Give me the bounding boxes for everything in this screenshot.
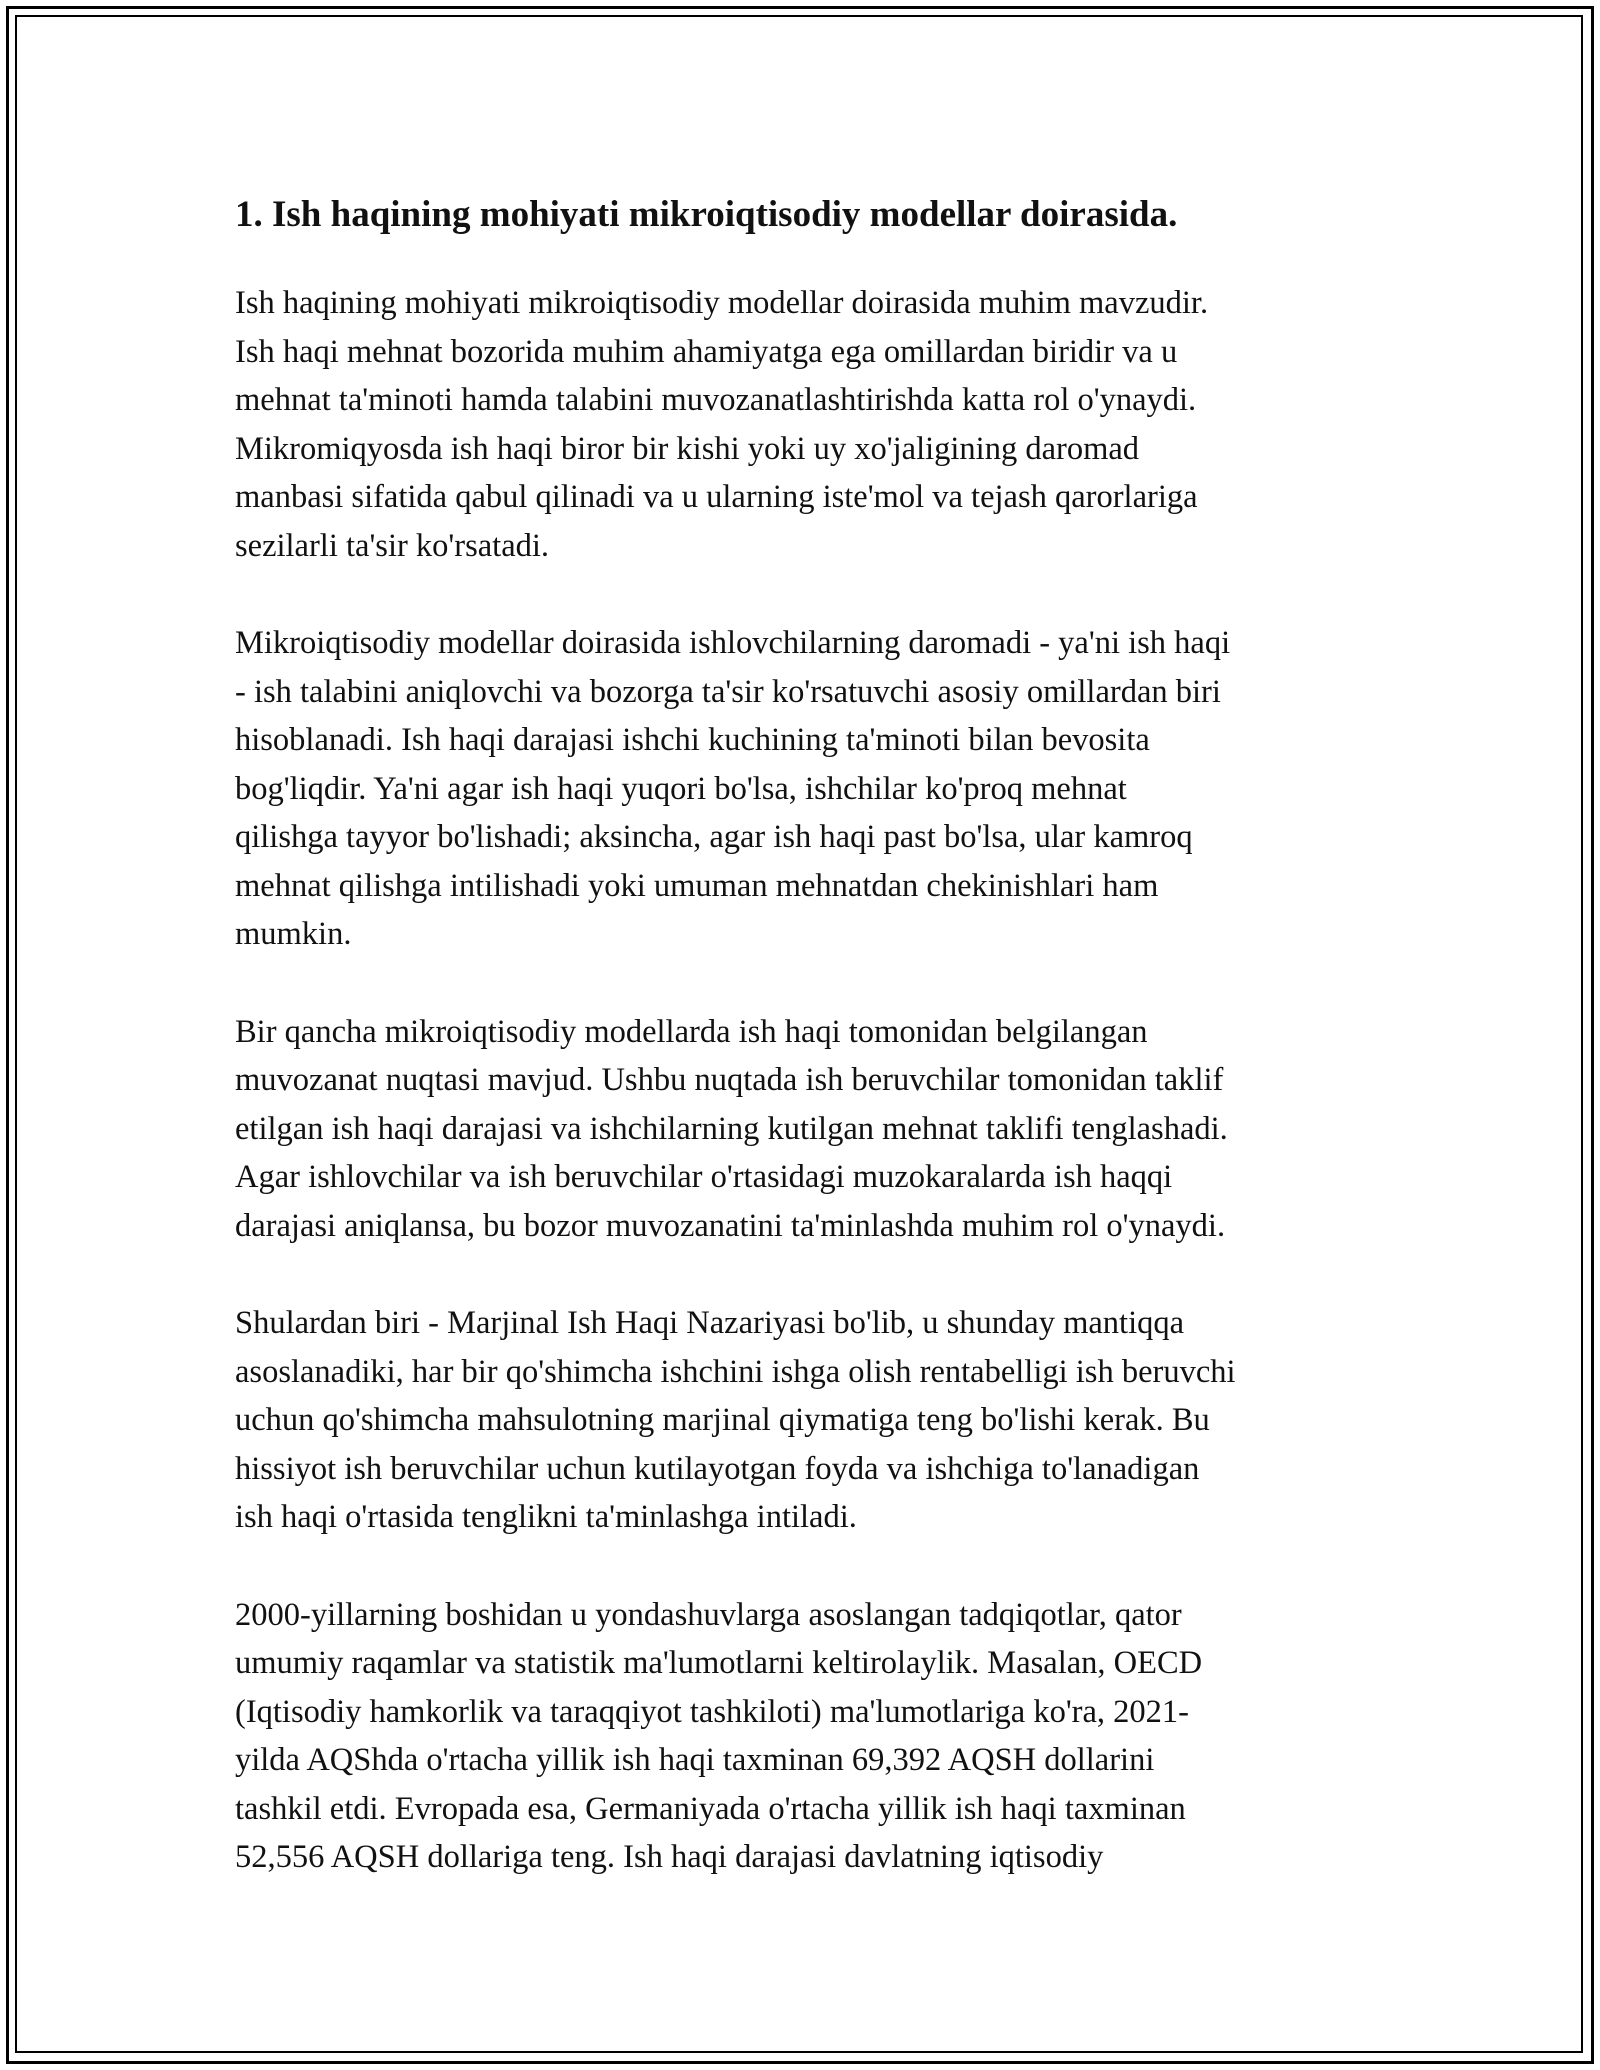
- text-line: Ish haqi mehnat bozorida muhim ahamiyatga ega omillardan biridir va u: [235, 333, 1178, 370]
- text-line: manbasi sifatida qabul qilinadi va u ularning iste'mol va tejash qarorlariga: [235, 479, 1198, 515]
- text-line: darajasi aniqlansa, bu bozor muvozanatini ta'minlashda muhim rol o'ynaydi.: [235, 1207, 1226, 1244]
- paragraph-2: [235, 619, 1375, 959]
- paragraph-3: [235, 1008, 1375, 1251]
- text-line: 2000-yillarning boshidan u yondashuvlarga asoslangan tadqiqotlar, qator: [235, 1596, 1182, 1633]
- document-body: [235, 185, 1375, 1931]
- text-line: qilishga tayyor bo'lishadi; aksincha, agar ish haqi past bo'lsa, ular kamroq: [235, 819, 1193, 855]
- text-line: mehnat ta'minoti hamda talabini muvozanatlashtirishda katta rol o'ynaydi.: [235, 382, 1197, 418]
- section-heading: 1. Ish haqining mohiyati mikroiqtisodiy modellar doirasida.: [235, 194, 1178, 235]
- text-line: Bir qancha mikroiqtisodiy modellarda ish haqi tomonidan belgilangan: [235, 1013, 1148, 1050]
- text-line: 52,556 AQSH dollariga teng. Ish haqi darajasi davlatning iqtisodiy: [235, 1839, 1104, 1875]
- text-line: Mikromiqyosda ish haqi biror bir kishi yoki uy xo'jaligining daromad: [235, 430, 1140, 467]
- text-line: Agar ishlovchilar va ish beruvchilar o'rtasidagi muzokaralarda ish haqqi: [235, 1159, 1173, 1195]
- text-line: uchun qo'shimcha mahsulotning marjinal qiymatiga teng bo'lishi kerak. Bu: [235, 1402, 1210, 1438]
- text-line: umumiy raqamlar va statistik ma'lumotlarni keltirolaylik. Masalan, OECD: [235, 1645, 1203, 1681]
- text-line: - ish talabini aniqlovchi va bozorga ta'sir ko'rsatuvchi asosiy omillardan biri: [235, 673, 1221, 710]
- text-line: Mikroiqtisodiy modellar doirasida ishlovchilarning daromadi - ya'ni ish haqi: [235, 625, 1231, 661]
- text-line: asoslanadiki, har bir qo'shimcha ishchini ishga olish rentabelligi ish beruvchi: [235, 1353, 1236, 1390]
- paragraph-4: [235, 1299, 1375, 1542]
- text-line: hisoblanadi. Ish haqi darajasi ishchi kuchining ta'minoti bilan bevosita: [235, 722, 1150, 758]
- text-line: sezilarli ta'sir ko'rsatadi.: [235, 527, 550, 564]
- text-line: Shulardan biri - Marjinal Ish Haqi Nazariyasi bo'lib, u shunday mantiqqa: [235, 1305, 1185, 1341]
- text-line: Ish haqining mohiyati mikroiqtisodiy modellar doirasida muhim mavzudir.: [235, 285, 1209, 321]
- text-line: hissiyot ish beruvchilar uchun kutilayotgan foyda va ishchiga to'lanadigan: [235, 1450, 1200, 1487]
- paragraph-1: [235, 279, 1375, 570]
- text-line: bog'liqdir. Ya'ni agar ish haqi yuqori bo'lsa, ishchilar ko'proq mehnat: [235, 770, 1127, 807]
- text-line: etilgan ish haqi darajasi va ishchilarning kutilgan mehnat taklifi tenglashadi.: [235, 1110, 1228, 1147]
- text-line: ish haqi o'rtasida tenglikni ta'minlashga intiladi.: [235, 1499, 857, 1535]
- text-line: muvozanat nuqtasi mavjud. Ushbu nuqtada ish beruvchilar tomonidan taklif: [235, 1062, 1224, 1098]
- text-line: mumkin.: [235, 916, 352, 952]
- text-line: mehnat qilishga intilishadi yoki umuman mehnatdan chekinishlari ham: [235, 867, 1159, 904]
- paragraph-5: [235, 1591, 1375, 1882]
- text-line: (Iqtisodiy hamkorlik va taraqqiyot tashkiloti) ma'lumotlariga ko'ra, 2021-: [235, 1693, 1190, 1730]
- text-line: yilda AQShda o'rtacha yillik ish haqi taxminan 69,392 AQSH dollarini: [235, 1742, 1155, 1778]
- text-line: tashkil etdi. Evropada esa, Germaniyada o'rtacha yillik ish haqi taxminan: [235, 1790, 1186, 1827]
